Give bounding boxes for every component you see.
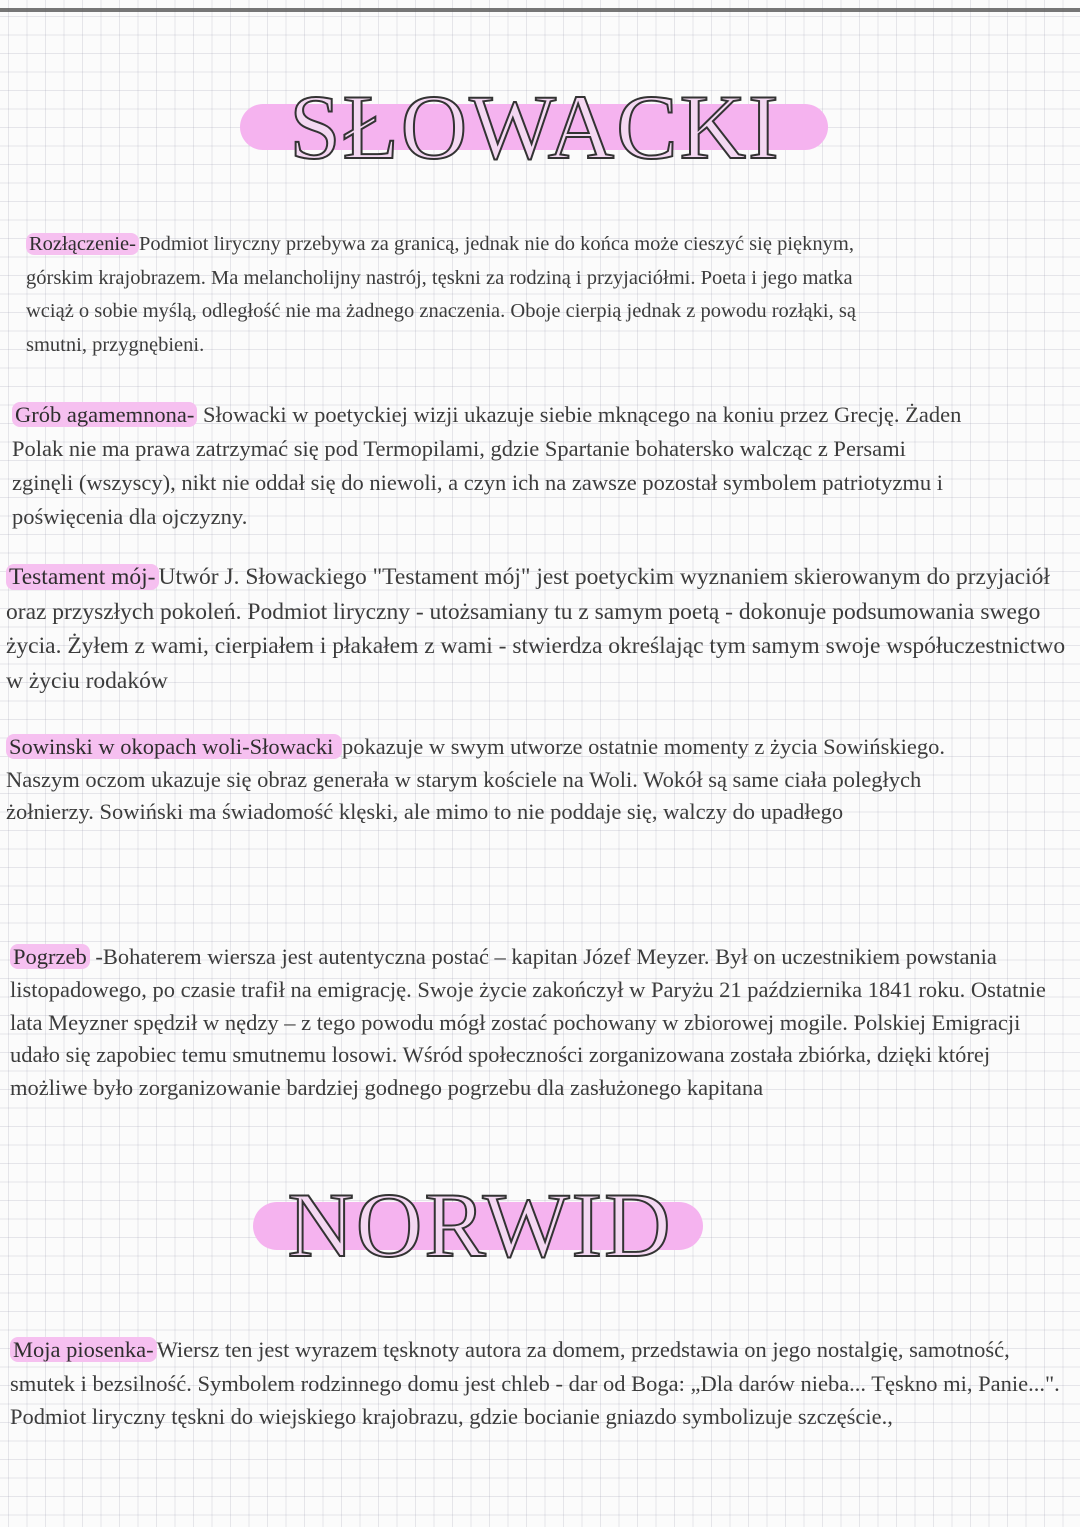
entry-term: Moja piosenka- bbox=[10, 1337, 157, 1362]
entry-text: Podmiot liryczny przebywa za granicą, jednak nie do końca może cieszyć się pięknym, górskim krajobrazem. Ma melancholijny nastrój, tęskni za rodziną i przyjaciółmi. Poeta i jego matka wciąż o sobie myślą, odległość nie ma żadnego znaczenia. Oboje cierpią jednak z powodu rozłąki, są smutni, przygnębieni. bbox=[26, 233, 856, 356]
entry-term: Pogrzeb bbox=[10, 944, 90, 969]
entry-rozlaczenie bbox=[26, 228, 896, 362]
page-top-border bbox=[0, 8, 1080, 12]
entry-term: Sowinski w okopach woli-Słowacki bbox=[6, 734, 342, 759]
entry-testament-moj bbox=[6, 560, 1066, 698]
section-heading-norwid bbox=[245, 1174, 715, 1276]
entry-term: Rozłączenie- bbox=[26, 233, 139, 255]
entry-text: Utwór J. Słowackiego "Testament mój" jest poetyckim wyznaniem skierowanym do przyjaciół oraz przyszłych pokoleń. Podmiot liryczny - utożsamiany tu z samym poetą - dokonuje podsumowania swego życia. Żyłem z wami, cierpiałem i płakałem z wami - stwierdza określając tym samym swoje współuczestnictwo w życiu rodaków bbox=[6, 564, 1066, 694]
entry-pogrzeb bbox=[10, 941, 1050, 1105]
entry-sowinski bbox=[6, 731, 966, 829]
entry-text: pokazuje w swym utworze ostatnie momenty z życia Sowińskiego. Naszym oczom ukazuje się obraz generała w starym kościele na Woli. Wokół są same ciała poległych żołnierzy. Sowiński ma świadomość klęski, ale mimo to nie poddaje się, walczy do upadłego bbox=[6, 734, 945, 824]
entry-text: Słowacki w poetyckiej wizji ukazuje siebie mknącego na koniu przez Grecję. Żaden Polak nie ma prawa zatrzymać się pod Termopilami, gdzie Spartanie bohatersko walcząc z Persami zginęli (wszyscy), nikt nie oddał się do niewoli, a czyn ich na zawsze pozostał symbolem patriotyzmu i poświęcenia dla ojczyzny. bbox=[12, 402, 962, 529]
entry-term: Testament mój- bbox=[6, 564, 159, 590]
entry-text: Wiersz ten jest wyrazem tęsknoty autora za domem, przedstawia on jego nostalgię, samotność, smutek i bezsilność. Symbolem rodzinnego domu jest chleb - dar od Boga: „Dla darów nieba... Tęskno mi, Panie...". Podmiot liryczny tęskni do wiejskiego krajobrazu, gdzie bocianie gniazdo symbolizuje szczęście., bbox=[10, 1337, 1060, 1429]
entry-text: -Bohaterem wiersza jest autentyczna postać – kapitan Józef Meyzer. Był on uczestnikiem powstania listopadowego, po czasie trafił na emigrację. Swoje życie zakończył w Paryżu 21 października 1841 roku. Ostatnie lata Meyzner spędził w nędzy – z tego powodu mógł zostać pochowany w zbiorowej mogile. Polskiej Emigracji udało się zapobiec temu smutnemu losowi. Wśród społeczności zorganizowana została zbiórka, dzięki której możliwe było zorganizowanie bardziej godnego pogrzebu dla zasłużonego kapitana bbox=[10, 944, 1046, 1101]
section-heading-slowacki bbox=[230, 76, 840, 178]
entry-term: Grób agamemnona- bbox=[12, 402, 197, 427]
heading-text-slowacki: SŁOWACKI bbox=[289, 76, 781, 178]
entry-moja-piosenka bbox=[10, 1333, 1060, 1434]
entry-grob-agamemnona bbox=[12, 398, 972, 534]
heading-text-norwid: NORWID bbox=[287, 1174, 673, 1276]
